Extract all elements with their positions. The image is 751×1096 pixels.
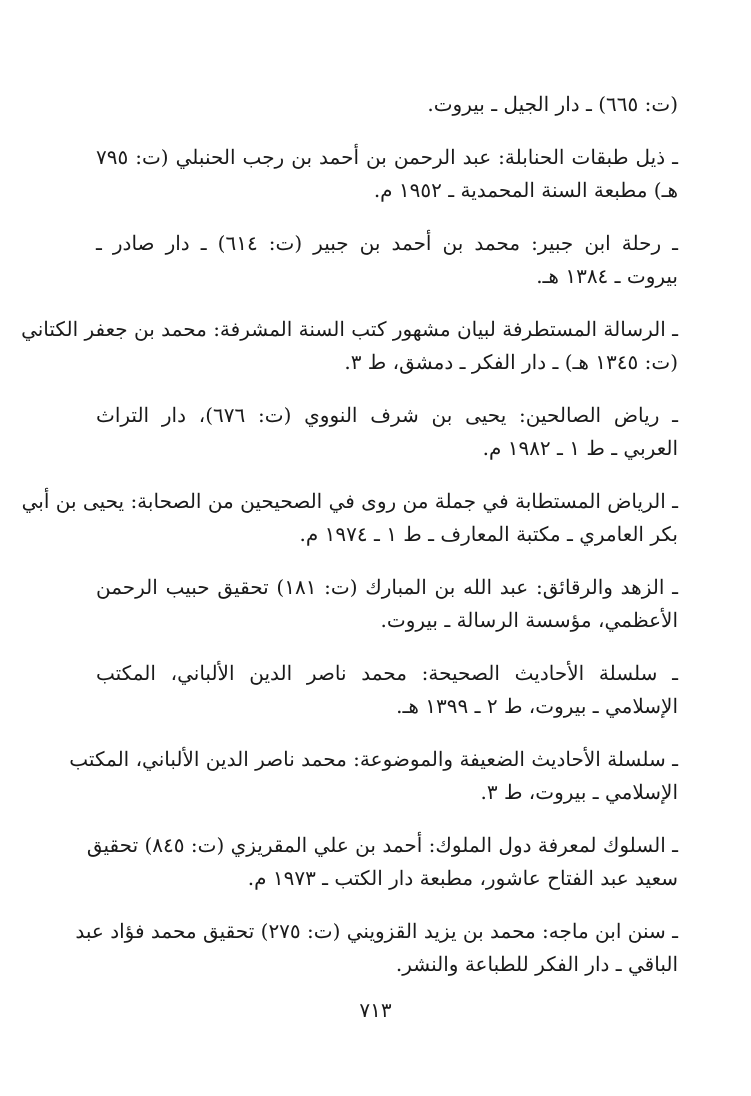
entry-line: بيروت ـ ١٣٨٤ هـ. bbox=[536, 264, 678, 288]
entry-line: ـ الرياض المستطابة في جملة من روى في الصحيحين من الصحابة: يحيى بن أبي bbox=[21, 489, 678, 513]
entry-line: الأعظمي، مؤسسة الرسالة ـ بيروت. bbox=[380, 608, 678, 632]
bibliography-entry bbox=[96, 88, 678, 121]
bibliography-list bbox=[21, 88, 679, 1001]
bibliography-entry bbox=[86, 829, 678, 895]
entry-line: ـ رياض الصالحين: يحيى بن شرف النووي (ت: ٦٧٦)، دار التراث bbox=[96, 403, 678, 427]
entry-line: سعيد عبد الفتاح عاشور، مطبعة دار الكتب ـ ١٩٧٣ م. bbox=[247, 866, 678, 890]
page-number: ٧١٣ bbox=[359, 998, 392, 1022]
entry-line: (ت: ٦٦٥) ـ دار الجيل ـ بيروت. bbox=[427, 92, 678, 116]
entry-line: ـ السلوك لمعرفة دول الملوك: أحمد بن علي المقريزي (ت: ٨٤٥) تحقيق bbox=[86, 833, 678, 857]
entry-line: هـ) مطبعة السنة المحمدية ـ ١٩٥٢ م. bbox=[373, 178, 678, 202]
bibliography-entry bbox=[96, 399, 678, 465]
bibliography-entry bbox=[96, 571, 678, 637]
entry-line: ـ الرسالة المستطرفة لبيان مشهور كتب السنة المشرفة: محمد بن جعفر الكتاني bbox=[21, 317, 678, 341]
bibliography-entry bbox=[96, 227, 678, 293]
entry-line: ـ ذيل طبقات الحنابلة: عبد الرحمن بن أحمد بن رجب الحنبلي (ت: ٧٩٥ bbox=[96, 145, 678, 169]
entry-line: بكر العامري ـ مكتبة المعارف ـ ط ١ ـ ١٩٧٤ م. bbox=[299, 522, 678, 546]
bibliography-entry bbox=[69, 743, 678, 809]
entry-line: ـ رحلة ابن جبير: محمد بن أحمد بن جبير (ت: ٦١٤) ـ دار صادر ـ bbox=[96, 231, 679, 255]
entry-line: ـ سنن ابن ماجه: محمد بن يزيد القزويني (ت: ٢٧٥) تحقيق محمد فؤاد عبد bbox=[75, 919, 678, 943]
entry-line: ـ الزهد والرقائق: عبد الله بن المبارك (ت: ١٨١) تحقيق حبيب الرحمن bbox=[96, 575, 678, 599]
entry-line: ـ سلسلة الأحاديث الصحيحة: محمد ناصر الدين الألباني، المكتب bbox=[96, 661, 678, 685]
bibliography-entry bbox=[96, 657, 678, 723]
entry-line: العربي ـ ط ١ ـ ١٩٨٢ م. bbox=[482, 436, 678, 460]
bibliography-entry bbox=[75, 915, 678, 981]
entry-line: الإسلامي ـ بيروت، ط ٣. bbox=[480, 780, 678, 804]
bibliography-entry bbox=[21, 485, 678, 551]
entry-line: الباقي ـ دار الفكر للطباعة والنشر. bbox=[395, 952, 678, 976]
entry-line: الإسلامي ـ بيروت، ط ٢ ـ ١٣٩٩ هـ. bbox=[396, 694, 678, 718]
bibliography-entry bbox=[96, 141, 678, 207]
entry-line: ـ سلسلة الأحاديث الضعيفة والموضوعة: محمد ناصر الدين الألباني، المكتب bbox=[69, 747, 678, 771]
entry-line: (ت: ١٣٤٥ هـ) ـ دار الفكر ـ دمشق، ط ٣. bbox=[344, 350, 678, 374]
bibliography-entry bbox=[21, 313, 678, 379]
